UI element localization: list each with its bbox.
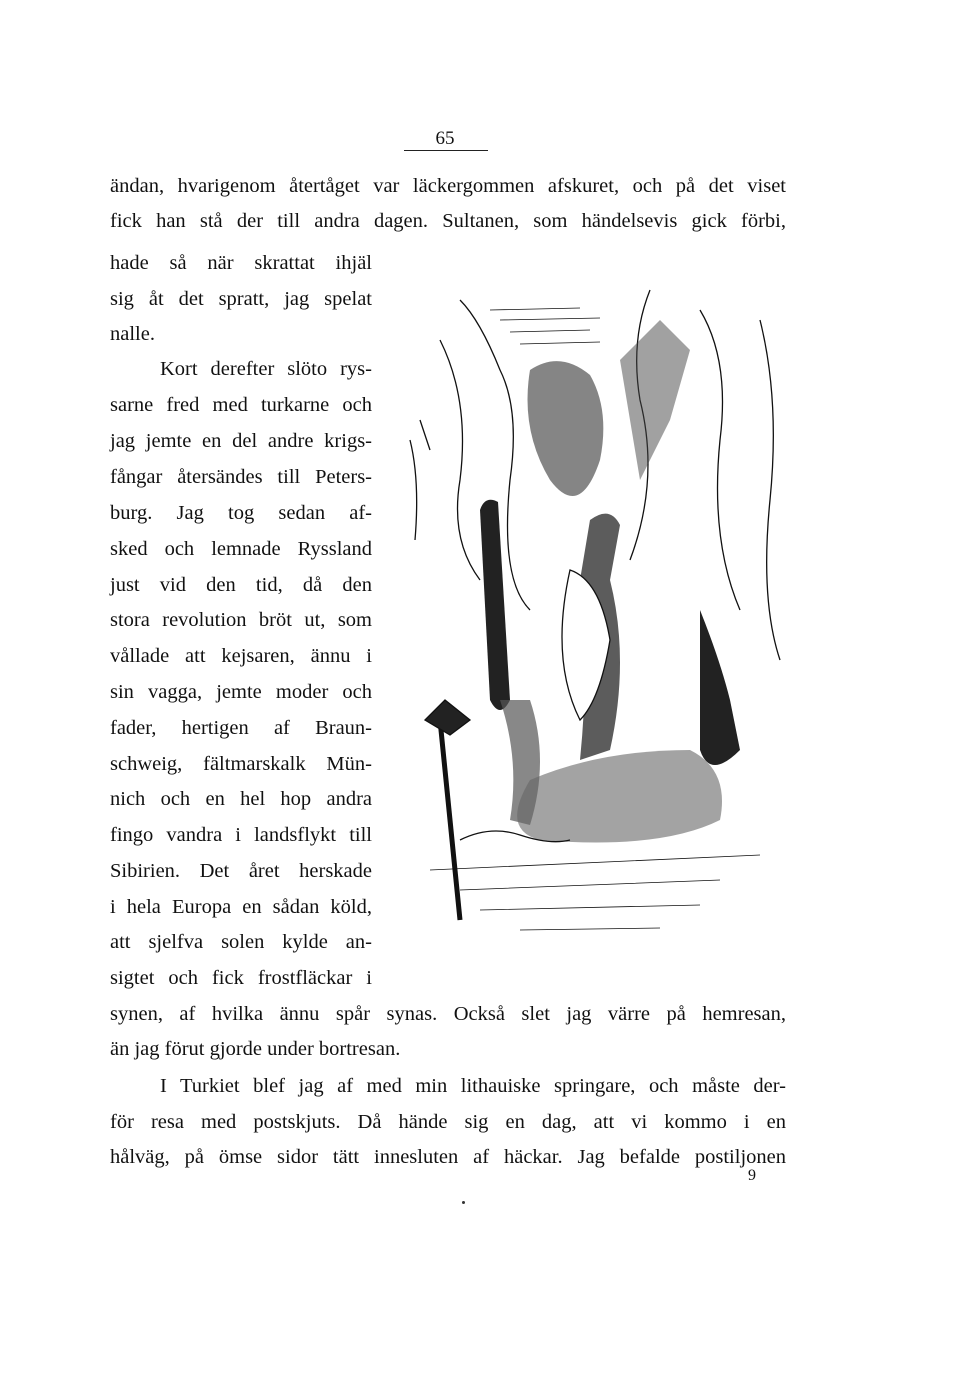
text-line: ändan, hvarigenom återtåget var läckergommen afskuret, och på det viset (110, 175, 786, 197)
text-line: fångar återsändes till Peters- (110, 466, 372, 488)
text-line: hålväg, på ömse sidor tätt innesluten af häckar. Jag befalde postiljonen (110, 1146, 786, 1168)
text-line: schweig, fältmarskalk Mün- (110, 753, 372, 775)
ink-dot (462, 1201, 465, 1204)
text-line: att sjelfva solen kylde an- (110, 931, 372, 953)
text-line: fader, hertigen af Braun- (110, 717, 372, 739)
text-line: jag jemte en del andre krigs- (110, 430, 372, 452)
text-line: fingo vandra i landsflykt till (110, 824, 372, 846)
text-line: Sibirien. Det året herskade (110, 860, 372, 882)
text-line: hade så när skrattat ihjäl (110, 252, 372, 274)
text-line: fick han stå der till andra dagen. Sultanen, som händelsevis gick förbi, (110, 210, 786, 232)
text-line: för resa med postskjuts. Då hände sig en dag, att vi kommo i en (110, 1111, 786, 1133)
header-rule (404, 150, 488, 151)
text-line: synen, af hvilka ännu spår synas. Också slet jag värre på hemresan, (110, 1003, 786, 1025)
illustration-hanging-figure (400, 280, 790, 950)
text-line: sigtet och fick frostfläckar i (110, 967, 372, 989)
text-line: Kort derefter slöto rys- (160, 358, 372, 380)
text-line: sked och lemnade Ryssland (110, 538, 372, 560)
text-line: just vid den tid, då den (110, 574, 372, 596)
text-line: vållade att kejsaren, ännu i (110, 645, 372, 667)
text-line: I Turkiet blef jag af med min lithauiske springare, och måste der- (160, 1075, 786, 1097)
text-line: nalle. (110, 323, 155, 345)
text-line: sig åt det spratt, jag spelat (110, 288, 372, 310)
text-line: nich och en hel hop andra (110, 788, 372, 810)
text-line: stora revolution bröt ut, som (110, 609, 372, 631)
page-number: 65 (435, 128, 455, 149)
signature-mark: 9 (748, 1167, 756, 1184)
text-line: sarne fred med turkarne och (110, 394, 372, 416)
text-line: i hela Europa en sådan köld, (110, 896, 372, 918)
text-line: sin vagga, jemte moder och (110, 681, 372, 703)
text-line: än jag förut gjorde under bortresan. (110, 1038, 401, 1060)
text-line: burg. Jag tog sedan af- (110, 502, 372, 524)
